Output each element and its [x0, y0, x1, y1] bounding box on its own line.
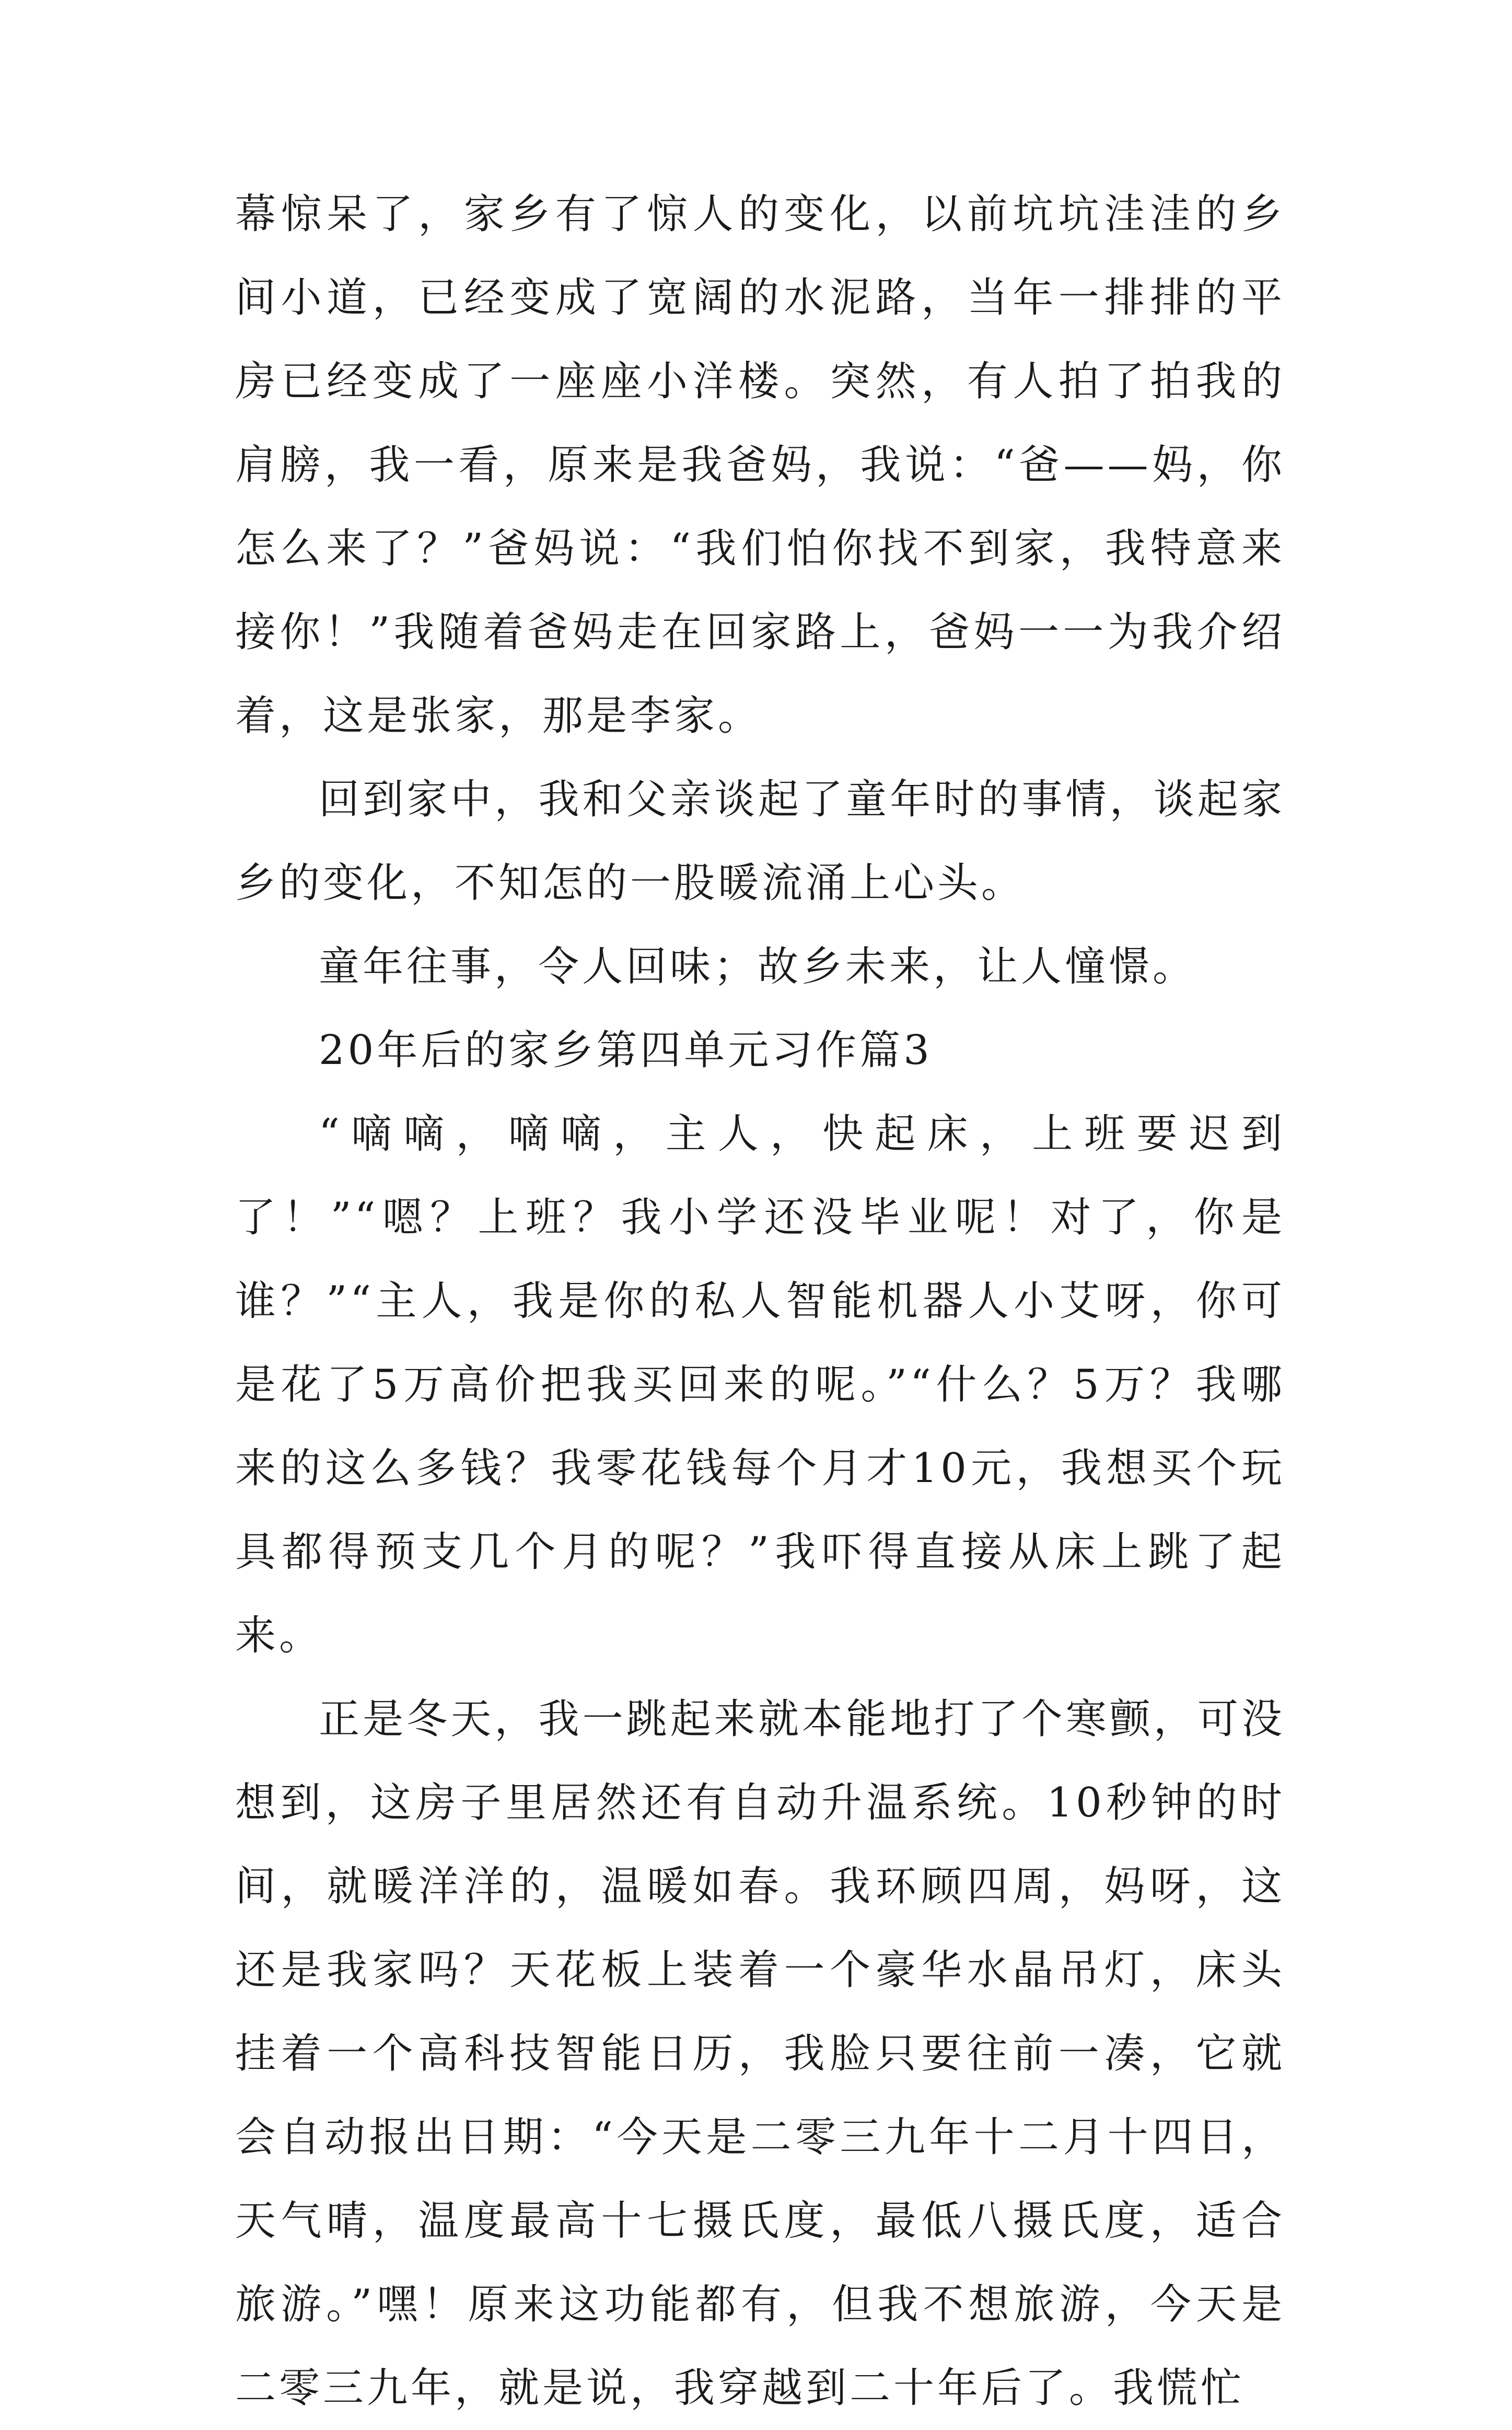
document-body [235, 172, 1285, 2430]
paragraph-6: 正是冬天，我一跳起来就本能地打了个寒颤，可没想到，这房子里居然还有自动升温系统。10秒钟的时间，就暖洋洋的，温暖如春。我环顾四周，妈呀，这还是我家吗？天花板上装着一个豪华水晶吊灯，床头挂着一个高科技智能日历，我脸只要往前一凑，它就会自动报出日期：“今天是二零三九年十二月十四日，天气晴，温度最高十七摄氏度，最低八摄氏度，适合旅游。”嘿！原来这功能都有，但我不想旅游，今天是二零三九年，就是说，我穿越到二十年后了。我慌忙 [235, 1696, 1285, 2412]
paragraph-1: 幕惊呆了，家乡有了惊人的变化，以前坑坑洼洼的乡间小道，已经变成了宽阔的水泥路，当年一排排的平房已经变成了一座座小洋楼。突然，有人拍了拍我的肩膀，我一看，原来是我爸妈，我说：“爸——妈，你怎么来了？”爸妈说：“我们怕你找不到家，我特意来接你！”我随着爸妈走在回家路上，爸妈一一为我介绍着，这是张家，那是李家。 [235, 191, 1285, 739]
paragraph-3: 童年往事，令人回味；故乡未来，让人憧憬。 [319, 943, 1197, 990]
section-heading: 20年后的家乡第四单元习作篇3 [319, 1027, 933, 1074]
paragraph-5: “嘀嘀，嘀嘀，主人，快起床，上班要迟到了！”“嗯？上班？我小学还没毕业呢！对了，你是谁？”“主人，我是你的私人智能机器人小艾呀，你可是花了5万高价把我买回来的呢。”“什么？5万？我哪来的这么多钱？我零花钱每个月才10元，我想买个玩具都得预支几个月的呢？”我吓得直接从床上跳了起来。 [235, 1110, 1285, 1659]
paragraph-2: 回到家中，我和父亲谈起了童年时的事情，谈起家乡的变化，不知怎的一股暖流涌上心头。 [235, 776, 1285, 907]
